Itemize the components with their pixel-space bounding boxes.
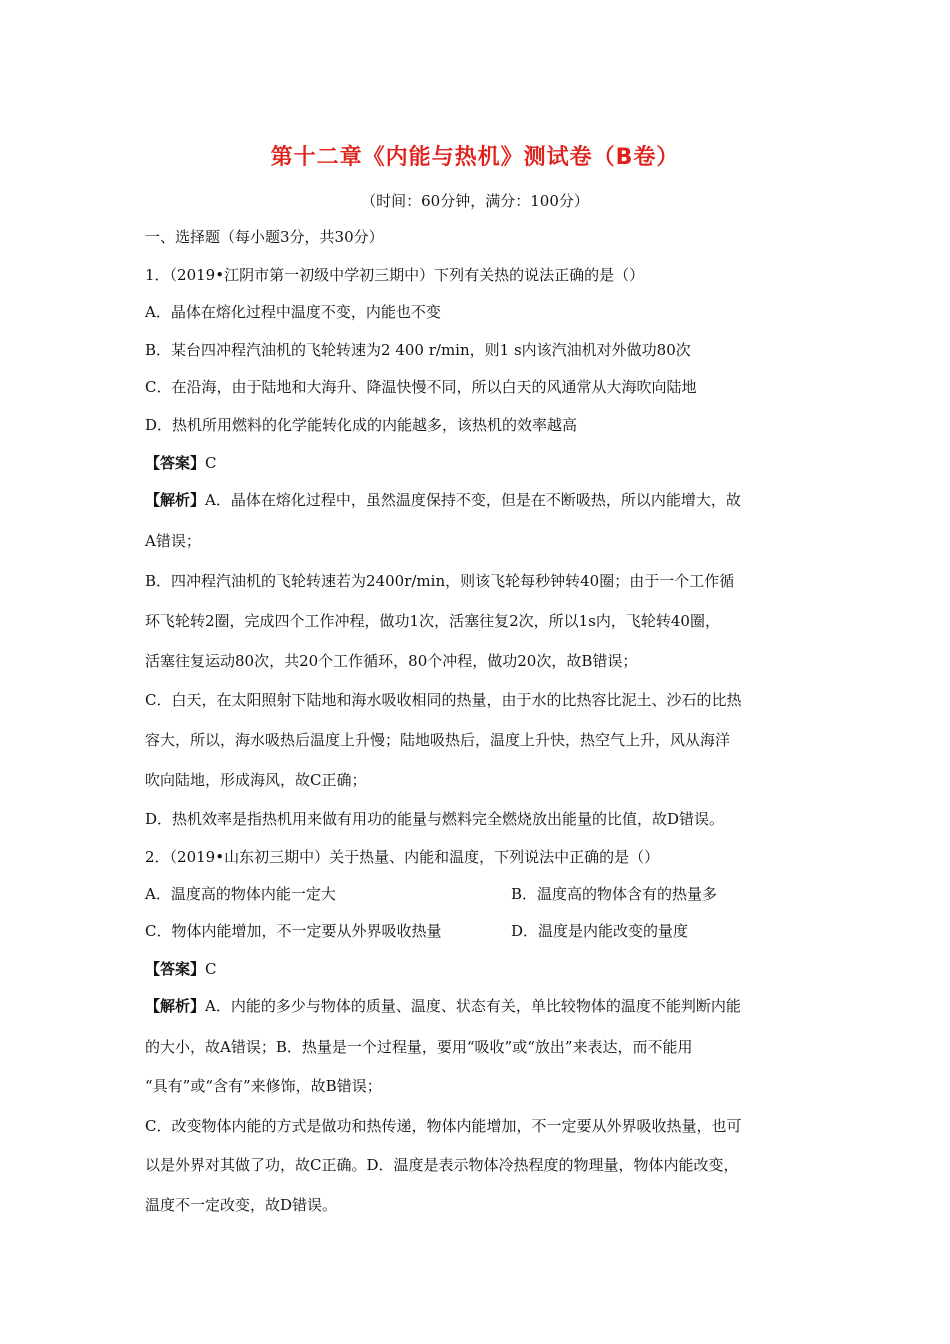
q2-analysis-line: 以是外界对其做了功，故C正确。D．温度是表示物体冷热程度的物理量，物体内能改变，: [145, 1156, 739, 1174]
q1-analysis-line: D．热机效率是指热机用来做有用功的能量与燃料完全燃烧放出能量的比值，故D错误。: [145, 810, 725, 828]
q2-option-d: D．温度是内能改变的量度: [511, 922, 689, 940]
q1-option-d: D．热机所用燃料的化学能转化成的内能越多，该热机的效率越高: [145, 416, 578, 434]
q1-answer: [145, 452, 217, 473]
q1-analysis-line: C．白天，在太阳照射下陆地和海水吸收相同的热量，由于水的比热容比泥土、沙石的比热: [145, 691, 742, 709]
q1-analysis-text: A．晶体在熔化过程中，虽然温度保持不变，但是在不断吸热，所以内能增大，故: [205, 491, 741, 509]
q2-answer-label: 【答案】: [145, 960, 206, 978]
q1-analysis-line: A错误；: [145, 532, 201, 550]
q2-answer-value: C: [205, 960, 217, 978]
q1-answer-label: 【答案】: [145, 454, 206, 472]
q2-option-b: B．温度高的物体含有的热量多: [511, 885, 718, 903]
q2-answer: [145, 958, 217, 979]
q2-analysis-line: “具有”或“含有”来修饰，故B错误；: [145, 1077, 382, 1095]
page-title: 第十二章《内能与热机》测试卷（B卷）: [270, 145, 680, 170]
section-heading: 一、选择题（每小题3分，共30分）: [145, 228, 384, 246]
q2-stem: 2．（2019•山东初三期中）关于热量、内能和温度，下列说法中正确的是（）: [145, 848, 660, 866]
q1-analysis-line: 容大，所以，海水吸热后温度上升慢；陆地吸热后，温度上升快，热空气上升，风从海洋: [145, 731, 731, 749]
q2-analysis-line: 的大小，故A错误；B．热量是一个过程量，要用“吸收”或“放出”来表达，而不能用: [145, 1038, 693, 1056]
q2-analysis-label: 【解析】: [145, 997, 206, 1015]
q2-analysis-text: A．内能的多少与物体的质量、温度、状态有关，单比较物体的温度不能判断内能: [205, 997, 741, 1015]
q2-analysis-line: C．改变物体内能的方式是做功和热传递，物体内能增加，不一定要从外界吸收热量，也可: [145, 1117, 742, 1135]
q1-analysis-line: 吹向陆地，形成海风，故C正确；: [145, 771, 367, 789]
q1-analysis-line: B．四冲程汽油机的飞轮转速若为2400r/min，则该飞轮每秒钟转40圈；由于一个工作循: [145, 572, 735, 590]
q2-option-a: A．温度高的物体内能一定大: [145, 885, 336, 903]
q2-option-c: C．物体内能增加，不一定要从外界吸收热量: [145, 922, 442, 940]
q1-analysis-label: 【解析】: [145, 491, 206, 509]
q1-analysis-line: 活塞往复运动80次，共20个工作循环，80个冲程，做功20次，故B错误；: [145, 652, 638, 670]
q1-option-b: B．某台四冲程汽油机的飞轮转速为2 400 r/min，则1 s内该汽油机对外做功80次: [145, 341, 691, 359]
page-subtitle: （时间：60分钟，满分：100分）: [361, 192, 589, 210]
q1-analysis-line: 环飞轮转2圈，完成四个工作冲程，做功1次，活塞往复2次，所以1s内，飞轮转40圈，: [145, 612, 720, 630]
q2-analysis-line: 温度不一定改变，故D错误。: [145, 1196, 338, 1214]
q1-analysis-line: [145, 489, 741, 510]
q1-answer-value: C: [205, 454, 217, 472]
q1-stem: 1．（2019•江阴市第一初级中学初三期中）下列有关热的说法正确的是（）: [145, 266, 645, 284]
q1-option-a: A．晶体在熔化过程中温度不变，内能也不变: [145, 303, 441, 321]
q1-option-c: C．在沿海，由于陆地和大海升、降温快慢不同，所以白天的风通常从大海吹向陆地: [145, 378, 697, 396]
q2-analysis-line: [145, 995, 741, 1016]
